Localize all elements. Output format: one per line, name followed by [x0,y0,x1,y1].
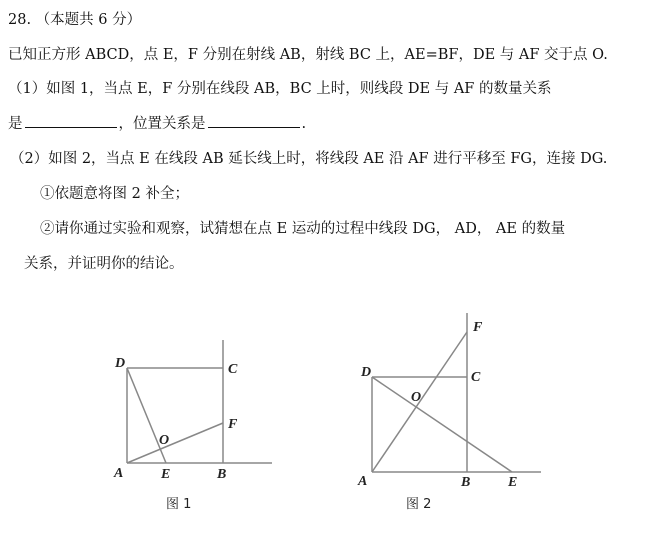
label-f: F [473,320,483,335]
part1-mid: ，位置关系是 [118,116,206,132]
segment-de [372,377,512,472]
figure-2 [357,313,541,512]
figure-1 [113,340,272,512]
label-a: A [358,474,368,489]
question-header: 28. （本题共 6 分） [8,12,142,28]
label-e: E [508,475,518,490]
label-b: B [217,467,227,482]
label-d: D [115,356,126,371]
question-stem: 已知正方形 ABCD，点 E，F 分别在射线 AB，射线 BC 上，AE=BF，DE 与 AF 交于点 O. [8,47,608,63]
part2-sub2-cont: 关系，并证明你的结论。 [24,256,184,272]
label-e: E [161,467,171,482]
part1-text: （1）如图 1，当点 E，F 分别在线段 AB，BC 上时，则线段 DE 与 AF 的数量关系 [8,81,552,97]
label-b: B [461,475,471,490]
label-d: D [361,365,372,380]
part1-end: . [301,116,307,132]
label-c: C [471,370,481,385]
segment-af [127,423,223,463]
figure-2-caption: 图 2 [406,497,432,512]
figure-1-caption: 图 1 [166,497,192,512]
part2-sub2: ②请你通过实验和观察，试猜想在点 E 运动的过程中线段 DG， AD， AE 的数量 [40,221,566,237]
part1-pre: 是 [8,116,23,132]
label-a: A [114,466,124,481]
part2-sub1: ①依题意将图 2 补全； [40,186,189,202]
label-o: O [159,433,170,448]
label-c: C [228,362,238,377]
part2-text: （2）如图 2，当点 E 在线段 AB 延长线上时，将线段 AE 沿 AF 进行平移至 FG，连接 DG. [10,151,608,167]
label-f: F [228,417,238,432]
label-o: O [411,390,422,405]
